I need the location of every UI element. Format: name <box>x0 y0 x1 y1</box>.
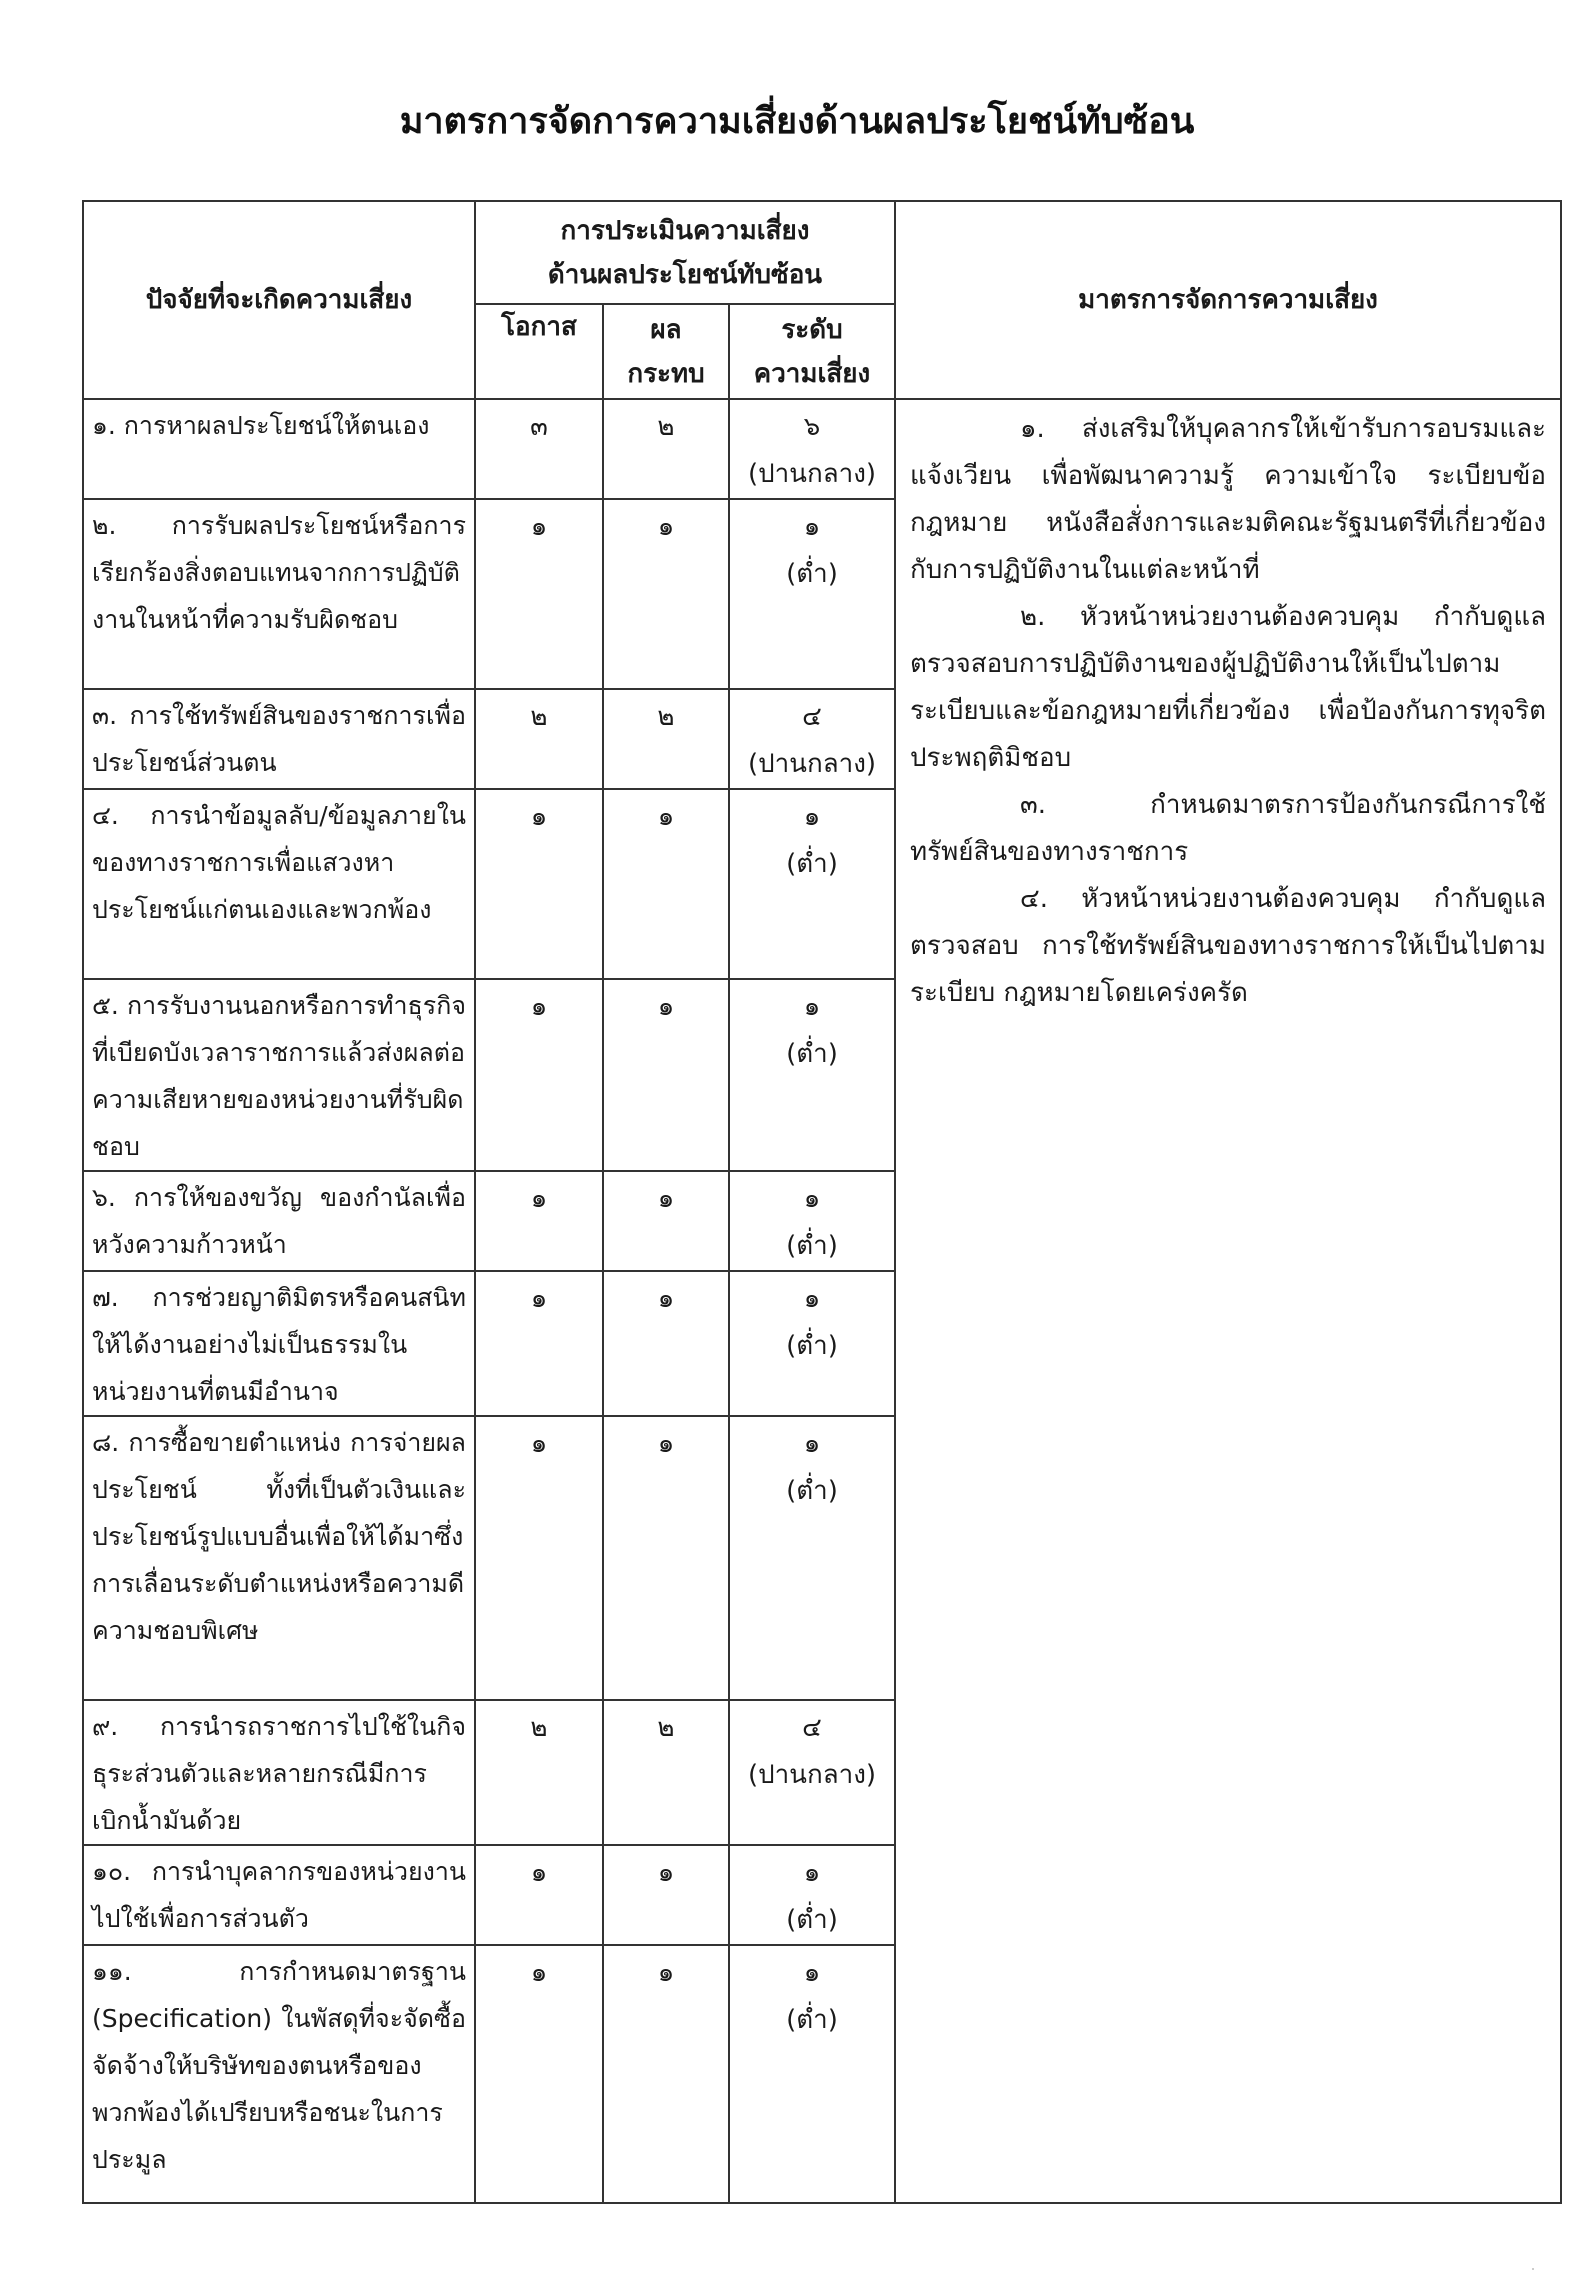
measure-item: ๒. หัวหน้าหน่วยงานต้องควบคุม กำกับดูแลตรวจสอบการปฏิบัติงานของผู้ปฏิบัติงานให้เป็นไปตามระเบียบและข้อกฎหมายที่เกี่ยวข้อง เพื่อป้องกันการทุจริตประพฤติมิชอบ <box>910 602 1547 773</box>
impact-value: ๒ <box>657 1713 675 1743</box>
impact-value: ๑ <box>657 992 675 1022</box>
measures-cell <box>895 399 1561 2203</box>
risk-factor: ๗. การช่วยญาติมิตรหรือคนสนิทให้ได้งานอย่างไม่เป็นธรรมในหน่วยงานที่ตนมีอำนาจ <box>92 1283 466 1406</box>
header-assessment-line1: การประเมินความเสี่ยง <box>560 215 810 246</box>
header-assessment <box>475 201 895 304</box>
header-factor-label: ปัจจัยที่จะเกิดความเสี่ยง <box>145 285 413 315</box>
chance-value: ๑ <box>530 1284 548 1314</box>
level-desc: (ปานกลาง) <box>747 1760 877 1790</box>
measure-item: ๑. ส่งเสริมให้บุคลากรให้เข้ารับการอบรมและแจ้งเวียน เพื่อพัฒนาความรู้ ความเข้าใจ ระเบียบข้อกฎหมาย หนังสือสั่งการและมติคณะรัฐมนตรีที่เกี่ยวข้องกับการปฏิบัติงานในแต่ละหน้าที่ <box>910 414 1547 585</box>
header-measures-label: มาตรการจัดการความเสี่ยง <box>1078 285 1378 315</box>
header-chance-label: โอกาส <box>501 312 577 342</box>
scan-speck <box>1532 2268 1534 2270</box>
level-desc: (ปานกลาง) <box>747 749 877 779</box>
level-value: ๖ <box>803 412 821 442</box>
risk-factor: ๔. การนำข้อมูลลับ/ข้อมูลภายในของทางราชการเพื่อแสวงหาประโยชน์แก่ตนเองและพวกพ้อง <box>92 801 466 924</box>
impact-value: ๑ <box>657 1958 675 1988</box>
table-row <box>83 399 1561 499</box>
risk-factor: ๖. การให้ของขวัญ ของกำนัลเพื่อหวังความก้าวหน้า <box>92 1183 466 1259</box>
impact-value: ๑ <box>657 1284 675 1314</box>
level-value: ๔ <box>802 1713 822 1743</box>
level-value: ๑ <box>803 1958 821 1988</box>
header-measures <box>895 201 1561 399</box>
level-desc: (ต่ำ) <box>786 1231 838 1261</box>
risk-factor: ๑๑. การกำหนดมาตรฐาน (Specification) ในพัสดุที่จะจัดซื้อจัดจ้างให้บริษัทของตนหรือของพวกพ้องได้เปรียบหรือชนะในการประมูล <box>92 1957 466 2174</box>
level-value: ๑ <box>803 512 821 542</box>
chance-value: ๑ <box>530 1958 548 1988</box>
level-desc: (ต่ำ) <box>786 1331 838 1361</box>
level-value: ๑ <box>803 992 821 1022</box>
measure-item: ๔. หัวหน้าหน่วยงานต้องควบคุม กำกับดูแลตรวจสอบ การใช้ทรัพย์สินของทางราชการให้เป็นไปตามระเบียบ กฎหมายโดยเคร่งครัด <box>910 884 1547 1008</box>
measure-item: ๓. กำหนดมาตรการป้องกันกรณีการใช้ทรัพย์สินของทางราชการ <box>910 790 1547 867</box>
risk-factor: ๑. การหาผลประโยชน์ให้ตนเอง <box>92 411 430 440</box>
header-level <box>729 304 895 399</box>
risk-factor: ๒. การรับผลประโยชน์หรือการเรียกร้องสิ่งตอบแทนจากการปฏิบัติงานในหน้าที่ความรับผิดชอบ <box>92 511 466 634</box>
level-value: ๑ <box>803 1284 821 1314</box>
header-level-line1: ระดับ <box>781 314 843 345</box>
impact-value: ๒ <box>657 702 675 732</box>
impact-value: ๑ <box>657 802 675 832</box>
level-desc: (ต่ำ) <box>786 2005 838 2035</box>
level-value: ๑ <box>803 1858 821 1888</box>
risk-factor: ๓. การใช้ทรัพย์สินของราชการเพื่อประโยชน์ส่วนตน <box>92 701 466 777</box>
level-value: ๔ <box>802 702 822 732</box>
chance-value: ๒ <box>530 1713 548 1743</box>
level-value: ๑ <box>803 802 821 832</box>
header-impact-line2: กระทบ <box>627 358 705 389</box>
impact-value: ๑ <box>657 1184 675 1214</box>
chance-value: ๑ <box>530 992 548 1022</box>
header-impact-line1: ผล <box>650 314 682 345</box>
impact-value: ๑ <box>657 512 675 542</box>
level-value: ๑ <box>803 1429 821 1459</box>
chance-value: ๓ <box>530 412 548 442</box>
impact-value: ๑ <box>657 1858 675 1888</box>
header-level-line2: ความเสี่ยง <box>753 358 871 389</box>
chance-value: ๑ <box>530 1429 548 1459</box>
chance-value: ๑ <box>530 1184 548 1214</box>
risk-factor: ๕. การรับงานนอกหรือการทำธุรกิจที่เบียดบังเวลาราชการแล้วส่งผลต่อความเสียหายของหน่วยงานที่รับผิดชอบ <box>92 991 466 1161</box>
risk-factor: ๙. การนำรถราชการไปใช้ในกิจธุระส่วนตัวและหลายกรณีมีการเบิกน้ำมันด้วย <box>92 1712 466 1835</box>
header-chance <box>475 304 603 399</box>
impact-value: ๒ <box>657 412 675 442</box>
header-factor <box>83 201 475 399</box>
level-desc: (ต่ำ) <box>786 1905 838 1935</box>
risk-factor: ๘. การซื้อขายตำแหน่ง การจ่ายผลประโยชน์ ทั้งที่เป็นตัวเงินและประโยชน์รูปแบบอื่นเพื่อให้ได้มาซึ่งการเลื่อนระดับตำแหน่งหรือความดีความชอบพิเศษ <box>92 1428 466 1645</box>
risk-factor: ๑๐. การนำบุคลากรของหน่วยงานไปใช้เพื่อการส่วนตัว <box>92 1857 466 1933</box>
impact-value: ๑ <box>657 1429 675 1459</box>
chance-value: ๑ <box>530 802 548 832</box>
level-desc: (ปานกลาง) <box>747 459 877 489</box>
chance-value: ๒ <box>530 702 548 732</box>
chance-value: ๑ <box>530 512 548 542</box>
level-desc: (ต่ำ) <box>786 1476 838 1506</box>
risk-table <box>82 200 1562 2204</box>
level-desc: (ต่ำ) <box>786 849 838 879</box>
chance-value: ๑ <box>530 1858 548 1888</box>
level-value: ๑ <box>803 1184 821 1214</box>
header-impact <box>603 304 729 399</box>
level-desc: (ต่ำ) <box>786 559 838 589</box>
level-desc: (ต่ำ) <box>786 1039 838 1069</box>
page-title: มาตรการจัดการความเสี่ยงด้านผลประโยชน์ทับซ้อน <box>399 101 1195 142</box>
header-assessment-line2: ด้านผลประโยชน์ทับซ้อน <box>547 259 823 290</box>
